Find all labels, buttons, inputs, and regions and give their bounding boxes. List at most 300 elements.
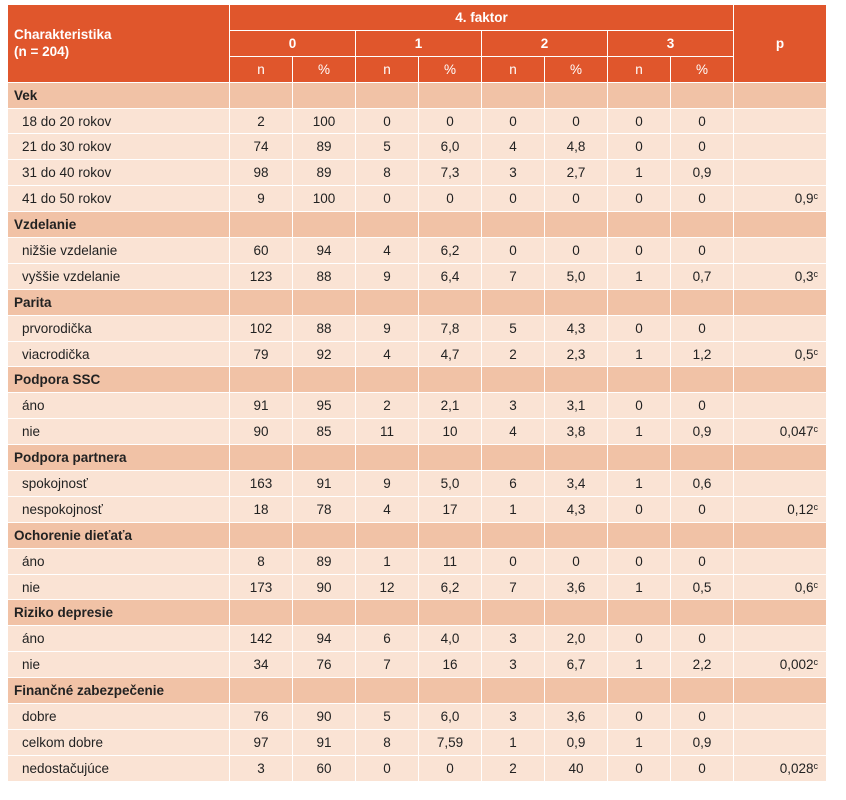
count-cell: 7: [482, 574, 545, 600]
percent-cell: 3,4: [545, 471, 608, 497]
count-cell: 1: [608, 419, 671, 445]
section-spacer-cell: [671, 522, 734, 548]
percent-cell: 4,8: [545, 134, 608, 160]
table-row: [8, 704, 827, 730]
p-value-cell: [734, 186, 827, 212]
percent-cell: 0: [671, 238, 734, 264]
table-row: [8, 729, 827, 755]
count-cell: 1: [608, 471, 671, 497]
table-row: [8, 186, 827, 212]
section-title: Vzdelanie: [8, 212, 230, 238]
section-spacer-cell: [482, 367, 545, 393]
percent-cell: 6,7: [545, 652, 608, 678]
percent-cell: 0: [671, 186, 734, 212]
percent-cell: 6,2: [419, 238, 482, 264]
section-spacer-cell: [671, 678, 734, 704]
count-cell: 1: [482, 729, 545, 755]
count-cell: 74: [230, 134, 293, 160]
section-spacer-cell: [482, 600, 545, 626]
table-row: [8, 496, 827, 522]
percent-cell: 0: [671, 704, 734, 730]
percent-cell: 4,7: [419, 341, 482, 367]
percent-cell: 7,3: [419, 160, 482, 186]
section-spacer-cell: [482, 522, 545, 548]
percent-cell: 11: [419, 548, 482, 574]
section-spacer-cell: [230, 82, 293, 108]
percent-cell: 0: [671, 393, 734, 419]
section-spacer-cell: [356, 445, 419, 471]
p-value-cell: [734, 652, 827, 678]
level-2-header: 2: [482, 30, 608, 56]
count-cell: 4: [356, 341, 419, 367]
percent-cell: 100: [293, 108, 356, 134]
percent-cell: 16: [419, 652, 482, 678]
count-cell: 1: [608, 341, 671, 367]
percent-cell: 17: [419, 496, 482, 522]
table-row: [8, 263, 827, 289]
section-spacer-cell: [734, 82, 827, 108]
percent-cell: 6,4: [419, 263, 482, 289]
section-title: Podpora partnera: [8, 445, 230, 471]
p-value-cell: [734, 341, 827, 367]
count-cell: 4: [482, 134, 545, 160]
section-spacer-cell: [293, 445, 356, 471]
p-value-footnote-marker: c: [813, 501, 819, 512]
section-spacer-cell: [671, 367, 734, 393]
percent-cell: 92: [293, 341, 356, 367]
percent-cell: 0: [419, 108, 482, 134]
factor-table: [7, 4, 827, 782]
percent-cell: 89: [293, 548, 356, 574]
p-value-cell: [734, 626, 827, 652]
section-row: [8, 445, 827, 471]
section-title: Vek: [8, 82, 230, 108]
section-spacer-cell: [293, 82, 356, 108]
row-label: celkom dobre: [8, 729, 230, 755]
count-cell: 0: [608, 496, 671, 522]
count-cell: 5: [356, 704, 419, 730]
p-value: 0,3: [794, 268, 814, 284]
count-cell: 90: [230, 419, 293, 445]
table-row: [8, 341, 827, 367]
section-spacer-cell: [482, 289, 545, 315]
section-spacer-cell: [482, 212, 545, 238]
section-spacer-cell: [293, 678, 356, 704]
count-cell: 0: [608, 755, 671, 781]
count-cell: 0: [482, 548, 545, 574]
section-spacer-cell: [608, 678, 671, 704]
percent-cell: 2,1: [419, 393, 482, 419]
section-spacer-cell: [230, 289, 293, 315]
count-cell: 123: [230, 263, 293, 289]
percent-cell: 0: [545, 108, 608, 134]
n-col-header: n: [482, 56, 545, 82]
percent-cell: 5,0: [419, 471, 482, 497]
percent-cell: 3,8: [545, 419, 608, 445]
p-header: p: [734, 5, 827, 83]
p-value: 0,9: [794, 191, 814, 207]
count-cell: 142: [230, 626, 293, 652]
section-spacer-cell: [545, 212, 608, 238]
p-value-cell: [734, 263, 827, 289]
section-spacer-cell: [671, 82, 734, 108]
count-cell: 34: [230, 652, 293, 678]
p-value-cell: [734, 134, 827, 160]
section-spacer-cell: [608, 445, 671, 471]
count-cell: 3: [482, 160, 545, 186]
count-cell: 9: [230, 186, 293, 212]
percent-cell: 40: [545, 755, 608, 781]
section-title: Podpora SSC: [8, 367, 230, 393]
table-row: [8, 652, 827, 678]
count-cell: 9: [356, 263, 419, 289]
section-spacer-cell: [545, 82, 608, 108]
percent-cell: 0,9: [545, 729, 608, 755]
percent-cell: 6,0: [419, 704, 482, 730]
count-cell: 0: [482, 238, 545, 264]
section-spacer-cell: [230, 678, 293, 704]
section-spacer-cell: [671, 289, 734, 315]
section-spacer-cell: [734, 289, 827, 315]
count-cell: 163: [230, 471, 293, 497]
percent-cell: 3,1: [545, 393, 608, 419]
section-spacer-cell: [419, 212, 482, 238]
count-cell: 102: [230, 315, 293, 341]
percent-cell: 2,7: [545, 160, 608, 186]
section-title: Riziko depresie: [8, 600, 230, 626]
percent-cell: 7,59: [419, 729, 482, 755]
p-value-footnote-marker: c: [813, 657, 819, 668]
count-cell: 0: [608, 393, 671, 419]
section-spacer-cell: [734, 522, 827, 548]
section-spacer-cell: [293, 600, 356, 626]
p-value-footnote-marker: c: [813, 346, 819, 357]
count-cell: 173: [230, 574, 293, 600]
percent-cell: 0,6: [671, 471, 734, 497]
percent-cell: 0: [671, 315, 734, 341]
percent-cell: 6,2: [419, 574, 482, 600]
section-spacer-cell: [734, 678, 827, 704]
percent-cell: 3,6: [545, 704, 608, 730]
section-spacer-cell: [356, 212, 419, 238]
section-row: [8, 678, 827, 704]
count-cell: 1: [608, 574, 671, 600]
section-spacer-cell: [356, 82, 419, 108]
row-label: nespokojnosť: [8, 496, 230, 522]
table-row: [8, 160, 827, 186]
count-cell: 0: [356, 186, 419, 212]
percent-cell: 0: [671, 755, 734, 781]
count-cell: 9: [356, 315, 419, 341]
count-cell: 91: [230, 393, 293, 419]
section-spacer-cell: [356, 678, 419, 704]
count-cell: 1: [608, 160, 671, 186]
section-spacer-cell: [419, 600, 482, 626]
table-row: [8, 755, 827, 781]
table-row: [8, 626, 827, 652]
sample-size-label: (n = 204): [14, 44, 70, 60]
percent-cell: 0: [545, 548, 608, 574]
count-cell: 1: [356, 548, 419, 574]
section-spacer-cell: [545, 445, 608, 471]
section-spacer-cell: [734, 367, 827, 393]
percent-cell: 89: [293, 134, 356, 160]
pct-col-header: %: [419, 56, 482, 82]
p-value: 0,6: [794, 579, 814, 595]
count-cell: 0: [608, 238, 671, 264]
section-title: Finančné zabezpečenie: [8, 678, 230, 704]
table-row: [8, 315, 827, 341]
count-cell: 1: [482, 496, 545, 522]
section-spacer-cell: [608, 367, 671, 393]
row-label: 31 do 40 rokov: [8, 160, 230, 186]
pct-col-header: %: [293, 56, 356, 82]
percent-cell: 4,3: [545, 315, 608, 341]
p-value-cell: [734, 729, 827, 755]
row-label: áno: [8, 548, 230, 574]
count-cell: 4: [356, 238, 419, 264]
count-cell: 7: [482, 263, 545, 289]
row-label: 21 do 30 rokov: [8, 134, 230, 160]
p-value-cell: [734, 548, 827, 574]
section-spacer-cell: [545, 367, 608, 393]
count-cell: 60: [230, 238, 293, 264]
percent-cell: 3,6: [545, 574, 608, 600]
section-spacer-cell: [608, 522, 671, 548]
p-value-footnote-marker: c: [813, 191, 819, 202]
p-value: 0,002: [779, 657, 814, 673]
count-cell: 1: [608, 652, 671, 678]
count-cell: 2: [230, 108, 293, 134]
row-label: áno: [8, 626, 230, 652]
section-row: [8, 367, 827, 393]
section-spacer-cell: [734, 212, 827, 238]
p-value-cell: [734, 315, 827, 341]
percent-cell: 0: [419, 755, 482, 781]
percent-cell: 0: [671, 548, 734, 574]
count-cell: 0: [608, 315, 671, 341]
row-label: áno: [8, 393, 230, 419]
percent-cell: 0: [419, 186, 482, 212]
section-row: [8, 212, 827, 238]
section-spacer-cell: [230, 600, 293, 626]
p-value-cell: [734, 496, 827, 522]
percent-cell: 0,9: [671, 419, 734, 445]
p-value-cell: [734, 160, 827, 186]
count-cell: 0: [608, 704, 671, 730]
percent-cell: 0: [545, 238, 608, 264]
count-cell: 4: [356, 496, 419, 522]
table-row: [8, 393, 827, 419]
section-spacer-cell: [671, 600, 734, 626]
section-spacer-cell: [356, 522, 419, 548]
section-spacer-cell: [671, 212, 734, 238]
count-cell: 3: [482, 652, 545, 678]
count-cell: 0: [608, 186, 671, 212]
percent-cell: 0: [671, 108, 734, 134]
section-spacer-cell: [356, 289, 419, 315]
pct-col-header: %: [545, 56, 608, 82]
section-spacer-cell: [608, 82, 671, 108]
count-cell: 97: [230, 729, 293, 755]
count-cell: 11: [356, 419, 419, 445]
section-spacer-cell: [419, 289, 482, 315]
percent-cell: 4,3: [545, 496, 608, 522]
table-row: [8, 574, 827, 600]
count-cell: 0: [482, 186, 545, 212]
table-body: [8, 82, 827, 781]
percent-cell: 60: [293, 755, 356, 781]
section-row: [8, 600, 827, 626]
section-spacer-cell: [293, 289, 356, 315]
p-value: 0,028: [779, 760, 814, 776]
count-cell: 0: [608, 134, 671, 160]
n-col-header: n: [608, 56, 671, 82]
count-cell: 1: [608, 263, 671, 289]
count-cell: 18: [230, 496, 293, 522]
p-value-cell: [734, 704, 827, 730]
section-spacer-cell: [356, 600, 419, 626]
n-col-header: n: [356, 56, 419, 82]
section-spacer-cell: [671, 445, 734, 471]
percent-cell: 6,0: [419, 134, 482, 160]
count-cell: 3: [482, 626, 545, 652]
percent-cell: 90: [293, 574, 356, 600]
section-spacer-cell: [608, 289, 671, 315]
p-value-cell: [734, 755, 827, 781]
pct-col-header: %: [671, 56, 734, 82]
p-value-footnote-marker: c: [813, 579, 819, 590]
count-cell: 0: [356, 755, 419, 781]
factor-header: 4. faktor: [230, 5, 734, 31]
row-label: 41 do 50 rokov: [8, 186, 230, 212]
count-cell: 76: [230, 704, 293, 730]
section-spacer-cell: [293, 522, 356, 548]
count-cell: 7: [356, 652, 419, 678]
count-cell: 2: [482, 755, 545, 781]
percent-cell: 1,2: [671, 341, 734, 367]
n-col-header: n: [230, 56, 293, 82]
percent-cell: 76: [293, 652, 356, 678]
p-value-cell: [734, 574, 827, 600]
row-label: prvorodička: [8, 315, 230, 341]
count-cell: 98: [230, 160, 293, 186]
row-label: nedostačujúce: [8, 755, 230, 781]
count-cell: 2: [356, 393, 419, 419]
section-spacer-cell: [419, 678, 482, 704]
table-row: [8, 238, 827, 264]
row-label: nižšie vzdelanie: [8, 238, 230, 264]
section-spacer-cell: [419, 82, 482, 108]
section-spacer-cell: [293, 212, 356, 238]
percent-cell: 89: [293, 160, 356, 186]
percent-cell: 91: [293, 471, 356, 497]
section-spacer-cell: [419, 367, 482, 393]
count-cell: 9: [356, 471, 419, 497]
table-row: [8, 419, 827, 445]
section-spacer-cell: [608, 212, 671, 238]
p-value: 0,5: [794, 346, 814, 362]
count-cell: 0: [608, 626, 671, 652]
section-title: Parita: [8, 289, 230, 315]
percent-cell: 2,2: [671, 652, 734, 678]
table-row: [8, 134, 827, 160]
characteristic-header: [8, 5, 230, 83]
row-label: nie: [8, 574, 230, 600]
count-cell: 2: [482, 341, 545, 367]
count-cell: 0: [608, 108, 671, 134]
percent-cell: 7,8: [419, 315, 482, 341]
section-spacer-cell: [419, 522, 482, 548]
percent-cell: 85: [293, 419, 356, 445]
percent-cell: 78: [293, 496, 356, 522]
section-spacer-cell: [608, 600, 671, 626]
section-row: [8, 82, 827, 108]
section-spacer-cell: [734, 445, 827, 471]
section-spacer-cell: [482, 445, 545, 471]
row-label: dobre: [8, 704, 230, 730]
count-cell: 3: [482, 704, 545, 730]
section-row: [8, 522, 827, 548]
percent-cell: 2,0: [545, 626, 608, 652]
section-spacer-cell: [356, 367, 419, 393]
count-cell: 0: [608, 548, 671, 574]
percent-cell: 0,9: [671, 729, 734, 755]
percent-cell: 0: [671, 626, 734, 652]
row-label: spokojnosť: [8, 471, 230, 497]
row-label: nie: [8, 652, 230, 678]
count-cell: 8: [356, 729, 419, 755]
count-cell: 5: [356, 134, 419, 160]
section-row: [8, 289, 827, 315]
table-row: [8, 471, 827, 497]
p-value-cell: [734, 108, 827, 134]
table-row: [8, 548, 827, 574]
row-label: nie: [8, 419, 230, 445]
level-3-header: 3: [608, 30, 734, 56]
section-spacer-cell: [230, 212, 293, 238]
table-header: [8, 5, 827, 83]
count-cell: 8: [230, 548, 293, 574]
count-cell: 6: [356, 626, 419, 652]
count-cell: 5: [482, 315, 545, 341]
count-cell: 3: [482, 393, 545, 419]
section-spacer-cell: [230, 522, 293, 548]
percent-cell: 95: [293, 393, 356, 419]
count-cell: 12: [356, 574, 419, 600]
count-cell: 0: [482, 108, 545, 134]
count-cell: 6: [482, 471, 545, 497]
percent-cell: 0: [671, 496, 734, 522]
count-cell: 4: [482, 419, 545, 445]
p-value-footnote-marker: c: [813, 760, 819, 771]
p-value: 0,12: [787, 501, 814, 517]
section-spacer-cell: [545, 678, 608, 704]
level-0-header: 0: [230, 30, 356, 56]
table-row: [8, 108, 827, 134]
percent-cell: 0,9: [671, 160, 734, 186]
row-label: 18 do 20 rokov: [8, 108, 230, 134]
level-1-header: 1: [356, 30, 482, 56]
p-value-cell: [734, 393, 827, 419]
section-spacer-cell: [482, 82, 545, 108]
count-cell: 0: [356, 108, 419, 134]
percent-cell: 91: [293, 729, 356, 755]
section-spacer-cell: [734, 600, 827, 626]
p-value-footnote-marker: c: [813, 424, 819, 435]
section-spacer-cell: [545, 522, 608, 548]
row-label: viacrodička: [8, 341, 230, 367]
